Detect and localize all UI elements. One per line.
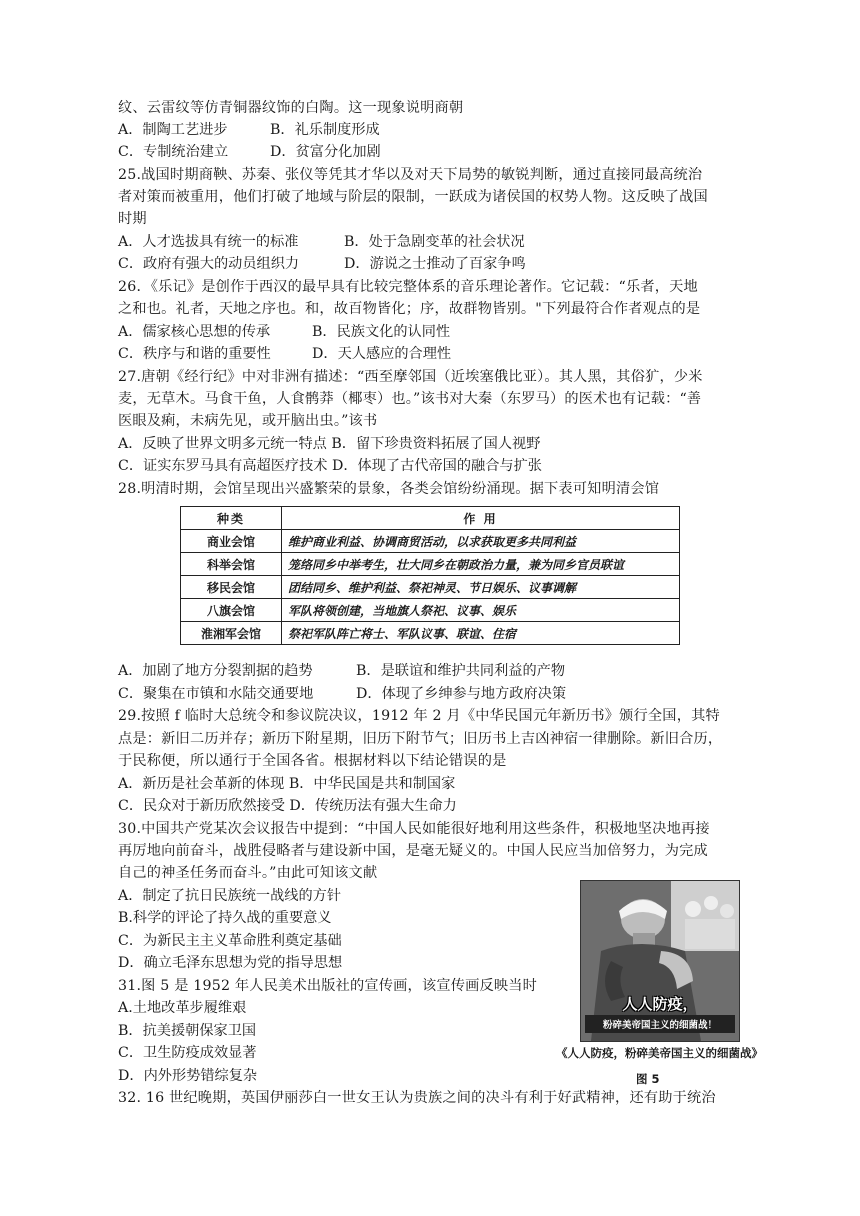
propaganda-poster-image [580, 880, 740, 1042]
q28-option-a: A．加剧了地方分裂割据的趋势 [118, 663, 313, 679]
poster-subslogan: 粉碎美帝国主义的细菌战！ [585, 1015, 735, 1033]
table-cell-type: 移民会馆 [181, 576, 282, 599]
q26-option-c: C．秩序与和谐的重要性 [118, 346, 271, 362]
q29-stem-line: 于民称便，所以通行于全国各省。根据材料以下结论错误的是 [118, 753, 507, 769]
figure-label: 图 5 [636, 1072, 660, 1086]
q30-stem-line: 自己的神圣任务而奋斗。”由此可知该文献 [118, 865, 378, 881]
q27-option-ab: A．反映了世界文明多元统一特点 B．留下珍贵资料拓展了国人视野 [118, 436, 541, 452]
q24-option-b: B．礼乐制度形成 [270, 122, 380, 138]
table-header-type: 种类 [181, 507, 282, 530]
table-row [181, 622, 680, 645]
q25-stem-line: 者对策而被重用，他们打破了地域与阶层的限制，一跃成为诸侯国的权势人物。这反映了战国 [118, 189, 708, 205]
q31-option-c: C．卫生防疫成效显著 [118, 1045, 257, 1061]
q27-stem-line: 麦，无草木。马食干鱼，人食鹘莽（椰枣）也。”该书对大秦（东罗马）的医术也有记载：“善 [118, 391, 702, 407]
table-cell-function: 笼络同乡中举考生，壮大同乡在朝政治力量，兼为同乡官员联谊 [282, 553, 680, 576]
q30-option-b: B.科学的评论了持久战的重要意义 [118, 910, 332, 926]
q28-option-d: D．体现了乡绅参与地方政府决策 [356, 686, 567, 702]
table-row [181, 599, 680, 622]
q30-stem-line: 再厉地向前奋斗，战胜侵略者与建设新中国，是毫无疑义的。中国人民应当加倍努力，为完成 [118, 843, 708, 859]
table-header-row [181, 507, 680, 530]
table-cell-type: 商业会馆 [181, 530, 282, 553]
q29-stem-line: 点是：新旧二历并存；新历下附星期，旧历下附节气；旧历书上吉凶神宿一律删除。新旧合历， [118, 731, 723, 747]
q24-option-d: D．贫富分化加剧 [270, 144, 381, 160]
q31-option-d: D．内外形势错综复杂 [118, 1068, 258, 1084]
q25-stem-line: 时期 [118, 211, 147, 227]
q26-option-a: A．儒家核心思想的传承 [118, 324, 271, 340]
q25-option-d: D．游说之士推动了百家争鸣 [344, 256, 526, 272]
q30-stem-line: 30.中国共产党某次会议报告中提到：“中国人民如能很好地利用这些条件，积极地坚决地再接 [118, 821, 710, 837]
q29-option-cd: C．民众对于新历欣然接受 D．传统历法有强大生命力 [118, 798, 457, 814]
q27-stem-line: 医眼及痢，未病先见，或开脑出虫。”该书 [118, 413, 378, 429]
table-row [181, 530, 680, 553]
q25-stem-line: 25.战国时期商鞅、苏秦、张仪等凭其才华以及对天下局势的敏锐判断，通过直接同最高统治 [118, 167, 703, 183]
q25-option-b: B．处于急剧变革的社会状况 [344, 234, 525, 250]
table-row [181, 553, 680, 576]
q24-option-c: C．专制统治建立 [118, 144, 229, 160]
q28-stem-line: 28.明清时期，会馆呈现出兴盛繁荣的景象，各类会馆纷纷涌现。据下表可知明清会馆 [118, 481, 660, 497]
q30-option-d: D．确立毛泽东思想为党的指导思想 [118, 955, 343, 971]
q27-option-cd: C．证实东罗马具有高超医疗技术 D．体现了古代帝国的融合与扩张 [118, 458, 542, 474]
q31-stem-line: 31.图 5 是 1952 年人民美术出版社的宣传画，该宣传画反映当时 [118, 978, 538, 994]
table-cell-function: 军队将领创建，当地旗人祭祀、议事、娱乐 [282, 599, 680, 622]
q27-stem-line: 27.唐朝《经行纪》中对非洲有描述：“西至摩邻国（近埃塞俄比亚）。其人黑，其俗犷，少米 [118, 369, 703, 385]
q26-option-b: B．民族文化的认同性 [312, 324, 451, 340]
q25-option-c: C．政府有强大的动员组织力 [118, 256, 300, 272]
q24-option-a: A．制陶工艺进步 [118, 122, 228, 138]
q26-option-d: D．天人感应的合理性 [312, 346, 452, 362]
q28-option-c: C．聚集在市镇和水陆交通要地 [118, 686, 314, 702]
q28-table [180, 506, 680, 645]
q29-stem-line: 29.按照 f 临时大总统令和参议院决议，1912 年 2 月《中华民国元年新历书》颁行全国，其特 [118, 708, 720, 724]
q26-stem-line: 26．《乐记》是创作于西汉的最早具有比较完整体系的音乐理论著作。它记载：“乐者，天地 [118, 279, 698, 295]
figure-caption: 《人人防疫，粉碎美帝国主义的细菌战》 [556, 1046, 763, 1060]
table-row [181, 576, 680, 599]
table-header-function: 作 用 [282, 507, 680, 530]
q29-option-ab: A．新历是社会革新的体现 B．中华民国是共和制国家 [118, 776, 456, 792]
table-cell-type: 科举会馆 [181, 553, 282, 576]
table-cell-function: 团结同乡、维护利益、祭祀神灵、节日娱乐、议事调解 [282, 576, 680, 599]
table-cell-function: 维护商业利益、协调商贸活动，以求获取更多共同利益 [282, 530, 680, 553]
q25-option-a: A．人才选拔具有统一的标准 [118, 234, 299, 250]
q30-option-a: A．制定了抗日民族统一战线的方针 [118, 888, 342, 904]
table-cell-type: 八旗会馆 [181, 599, 282, 622]
poster-slogan: 人人防疫， [622, 995, 698, 1013]
q24-stem-line: 纹、云雷纹等仿青铜器纹饰的白陶。这一现象说明商朝 [118, 100, 464, 116]
q31-option-b: B．抗美援朝保家卫国 [118, 1023, 257, 1039]
q31-option-a: A.土地改革步履维艰 [118, 1000, 247, 1016]
table-cell-function: 祭祀军队阵亡将士、军队议事、联谊、住宿 [282, 622, 680, 645]
q26-stem-line: 之和也。礼者，天地之序也。和，故百物皆化；序，故群物皆别。"下列最符合作者观点的是 [118, 301, 701, 317]
q30-option-c: C．为新民主主义革命胜利奠定基础 [118, 933, 342, 949]
q32-stem-line: 32. 16 世纪晚期，英国伊丽莎白一世女王认为贵族之间的决斗有利于好武精神，还有助于统治 [118, 1090, 716, 1106]
q28-option-b: B．是联谊和维护共同利益的产物 [356, 663, 566, 679]
table-cell-type: 淮湘军会馆 [181, 622, 282, 645]
